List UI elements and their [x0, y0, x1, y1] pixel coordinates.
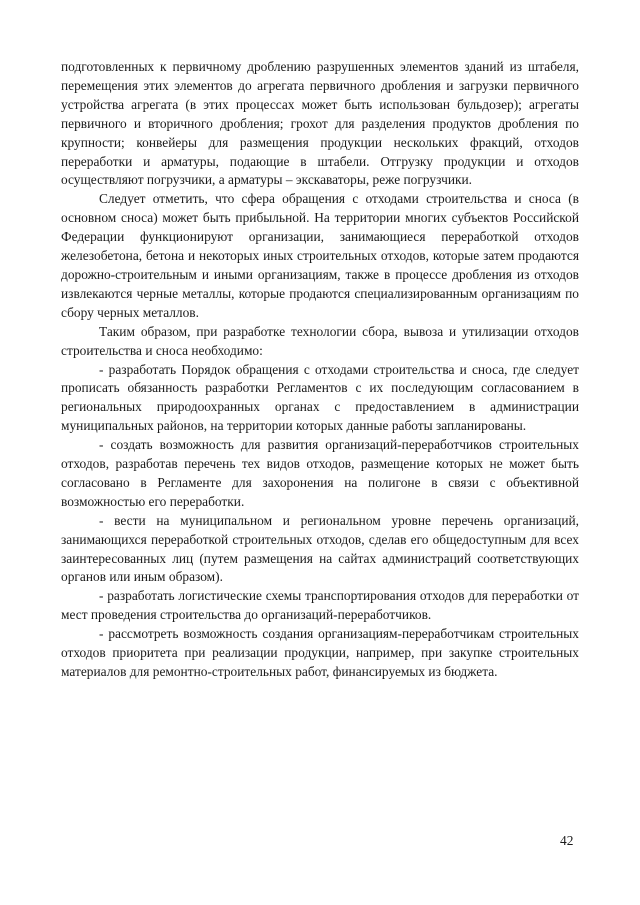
list-item-logistics: - разработать логистические схемы транспортирования отходов для переработки от мест проведения строительства до организаций-переработчиков. [61, 588, 579, 623]
list-item-processors: - создать возможность для развития организаций-переработчиков строительных отходов, разработав перечень тех видов отходов, размещение которых не может быть согласовано в Регламенте для захоронения на полигоне в связи с объективной возможностью его переработки. [61, 437, 579, 509]
page-body [61, 58, 579, 682]
paragraph-conclusion-intro: Таким образом, при разработке технологии сбора, вывоза и утилизации отходов строительства и сноса необходимо: [61, 323, 579, 358]
page-number: 42 [560, 833, 574, 848]
list-item-registry: - вести на муниципальном и региональном уровне перечень организаций, занимающихся переработкой строительных отходов, сделав его общедоступным для всех заинтересованных лиц (путем размещения на сайтах администраций соответствующих органов или иным образом). [61, 512, 579, 585]
list-item-procedure: - разработать Порядок обращения с отходами строительства и сноса, где следует прописать обязанность разработки Регламентов с их последующим согласованием в региональных природоохранных органах с предоставлением в администрации муниципальных районов, на территории которых данные работы запланированы. [61, 361, 579, 434]
paragraph-profitability: Следует отметить, что сфера обращения с отходами строительства и сноса (в основном сноса) может быть прибыльной. На территории многих субъектов Российской Федерации функционируют организации, занимающиеся переработкой отходов железобетона, бетона и некоторых иных строительных отходов, которые затем продаются дорожно-строительным и иными организациям, также в процессе дробления из отходов извлекаются черные металлы, которые продаются специализированным организациям по сбору черных металлов. [61, 191, 579, 320]
list-item-priority: - рассмотреть возможность создания организациям-переработчикам строительных отходов приоритета при реализации продукции, например, при закупке строительных материалов для ремонтно-строительных работ, финансируемых из бюджета. [61, 626, 579, 679]
paragraph-continuation: подготовленных к первичному дроблению разрушенных элементов зданий из штабеля, перемещения этих элементов до агрегата первичного дробления и загрузки первичного устройства агрегата (в этих процессах может быть использован бульдозер); агрегаты первичного и вторичного дробления; грохот для разделения продуктов дробления по крупности; конвейеры для размещения продукции нескольких фракций, отходов переработки и арматуры, подающие в штабели. Отгрузку продукции и отходов осуществляют погрузчики, а арматуры – экскаваторы, реже погрузчики. [61, 59, 579, 188]
